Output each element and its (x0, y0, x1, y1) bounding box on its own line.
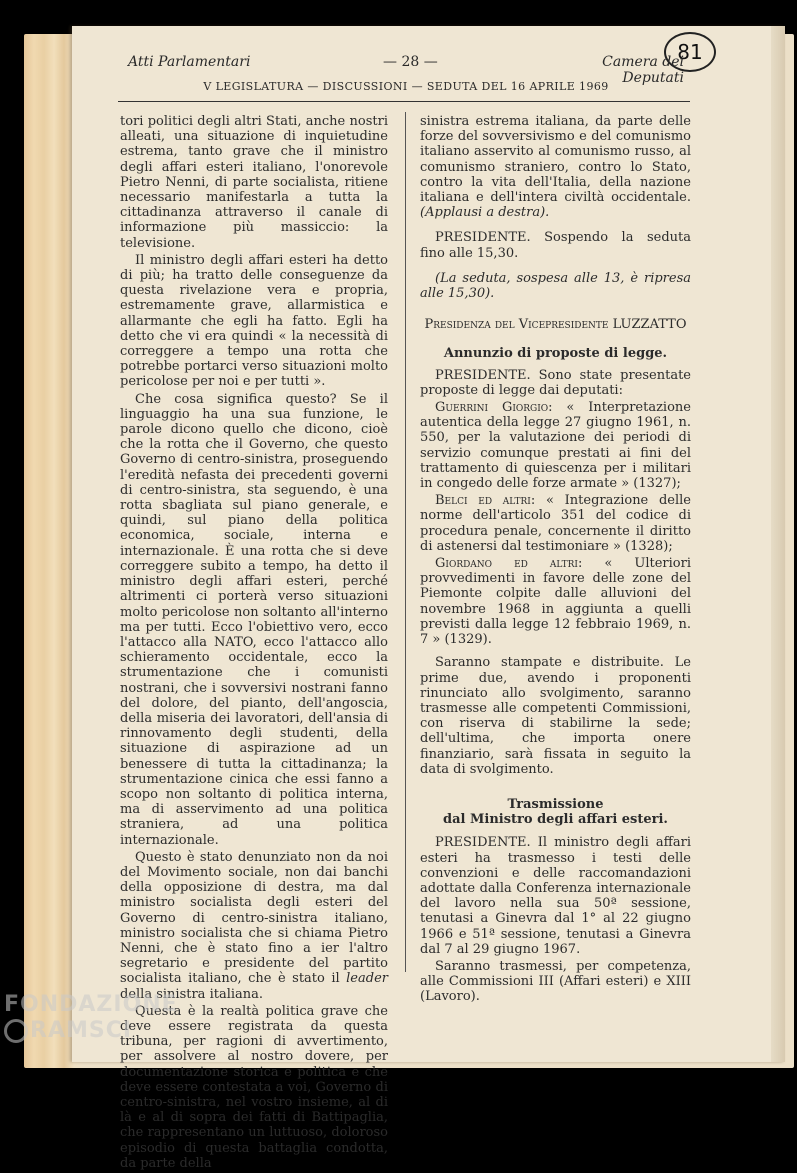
italic-word: leader (346, 971, 388, 987)
paragraph: tori politici degli altri Stati, anche nostri alleati, una situazione di inquietudine estrema, tanto grave che il ministro degli affari esteri italiano, l'onorevole Pietro Nenni, di parte socialista, ritiene necessario manifestarla a tutta la cittadinanza attraverso il canale di informazione più massiccio: la televisione. (120, 114, 388, 251)
deputy-name: Belci ed altri: (435, 493, 536, 509)
header-right: Camera dei Deputati (602, 54, 684, 86)
header-left: Atti Parlamentari (128, 54, 251, 70)
deputy-name: Giordano ed altri: (435, 556, 583, 572)
section-heading: Trasmissione (507, 796, 604, 812)
bill-text: « Interpretazione autentica della legge 27 giugno 1961, n. 550, per la valutazione dei periodi di servizio comunque prestati ai fini del trattamento di quiescenza per i militari in congedo delle forze armate » (1327); (420, 400, 691, 492)
bill-text: « Ulteriori provvedimenti in favore delle zone del Piemonte colpite dalle alluvioni del novembre 1968 in aggiunta a quelli previsti dalla legge 12 febbraio 1969, n. 7 » (1329). (420, 556, 691, 648)
g-ring-icon (4, 1019, 28, 1043)
column-divider (405, 112, 406, 972)
text-run: sinistra estrema italiana, da parte delle forze del sovversivismo e del comunismo italiano asservito al comunismo russo, al comunismo straniero, contro lo Stato, contro la vita dell'Italia, della nazione italiana e dell'intera civiltà occidentale. (420, 114, 691, 206)
presidente-statement: PRESIDENTE. Sono state presentate proposte di legge dai deputati: (420, 367, 691, 398)
watermark-line (4, 1018, 178, 1044)
text-run: Questo è stato denunziato non da noi del Movimento sociale, non dai banchi della opposizione di destra, ma dal ministro socialista degli esteri del Governo di centro-sinistra italiano, ministro socialista che si chiama Pietro Nenni, che è stato fino a ier l'altro segretario e presidente del partito socialista italiano, che è stato il (120, 849, 388, 987)
paragraph: Saranno stampate e distribuite. Le prime due, avendo i proponenti rinunciato allo svolgimento, saranno trasmesse alle competenti Commissioni, con riserva di stabilirne la sede; dell'ultima, che importa onere finanziario, sarà fissata in seguito la data di svolgimento. (420, 655, 691, 777)
watermark-text: RAMSCI (30, 1018, 133, 1043)
session-header: V LEGISLATURA — DISCUSSIONI — SEDUTA DEL 16 APRILE 1969 (203, 80, 609, 93)
section-heading: Annunzio di proposte di legge. (443, 346, 668, 362)
deputy-name: Guerrini Giorgio: (435, 400, 553, 416)
right-column (420, 114, 691, 1007)
session-note: (La seduta, sospesa alle 13, è ripresa alle 15,30). (420, 270, 691, 302)
bill-entry (420, 493, 691, 554)
presidente-statement: PRESIDENTE. Sospendo la seduta fino alle 15,30. (420, 230, 691, 261)
text-run: della sinistra italiana. (120, 986, 264, 1002)
applause-note: (Applausi a destra). (420, 205, 550, 221)
section-heading: dal Ministro degli affari esteri. (443, 812, 668, 828)
header-page-number: — 28 — (383, 54, 438, 70)
paragraph: Saranno trasmessi, per competenza, alle Commissioni III (Affari esteri) e XIII (Lavoro). (420, 958, 691, 1005)
presidency-heading: Presidenza del Vicepresidente LUZZATTO (424, 317, 687, 333)
handwritten-page-number: 81 (664, 32, 716, 72)
paragraph: Il ministro degli affari esteri ha detto di più; ha tratto delle conseguenze da questa rivelazione vera e propria, estremamente grave, allarmistica e allarmante che egli ha fatto. Egli ha detto che vi era quindi « la necessità di correggere a tempo una rotta che potrebbe portarci verso situazioni molto pericolose per noi e per tutti ». (120, 252, 388, 390)
watermark-line: FONDAZIONE (4, 992, 178, 1017)
bill-text: « Integrazione delle norme dell'articolo 351 del codice di procedura penale, concernente il diritto di astenersi dal testimoniare » (1328); (420, 493, 691, 554)
presidente-statement: PRESIDENTE. Il ministro degli affari esteri ha trasmesso i testi delle convenzioni e delle raccomandazioni adottate dalla Conferenza internazionale del lavoro nella sua 50ª sessione, tenutasi a Ginevra dal 1° al 22 giugno 1966 e 51ª sessione, tenutasi a Ginevra dal 7 al 29 giugno 1967. (420, 835, 691, 957)
paragraph (420, 114, 691, 220)
page-edge (771, 26, 785, 1062)
bill-entry (420, 556, 691, 647)
bill-entry (420, 400, 691, 491)
watermark-logo (4, 992, 178, 1044)
paragraph: Che cosa significa questo? Se il linguaggio ha una sua funzione, le parole dicono quello che dicono, cioè che la rotta che il Governo, che questo Governo di centro-sinistra, proseguendo l'eredità nefasta dei precedenti governi di centro-sinistra, sta seguendo, è una rotta sbagliata sul piano generale, e quindi, sul piano della politica economica, sociale, interna e internazionale. È una rotta che si deve correggere subito a tempo, ha detto il ministro degli affari esteri, perché altrimenti ci porterà verso situazioni molto pericolose non soltanto all'interno ma per tutti. Ecco l'obiettivo vero, ecco l'attacco alla NATO, ecco l'attacco allo schieramento occidentale, ecco la strumentazione che i comunisti nostrani, che i sovversivi nostrani fanno del dolore, del pianto, dell'angoscia, della miseria dei lavoratori, dell'ansia di rinnovamento degli studenti, della situazione di aspirazione ad un benessere di tutta la cittadinanza; la strumentazione cinica che essi fanno a scopo non soltanto di politica interna, ma di asservimento ad una politica straniera, ad una politica internazionale. (120, 391, 388, 848)
paragraph: Questa è la realtà politica grave che deve essere registrata da questa tribuna, per ragioni di avvertimento, per assolvere al nostro dovere, per documentazione storica e politica e che deve essere contestata a voi, Governo di centro-sinistra, nel vostro insieme, al di là e al di sopra dei fatti di Battipaglia, che rappresentano un luttuoso, doloroso episodio di questa battaglia condotta, da parte della (120, 1003, 388, 1171)
paragraph (120, 850, 388, 1002)
header-rule (118, 101, 690, 102)
